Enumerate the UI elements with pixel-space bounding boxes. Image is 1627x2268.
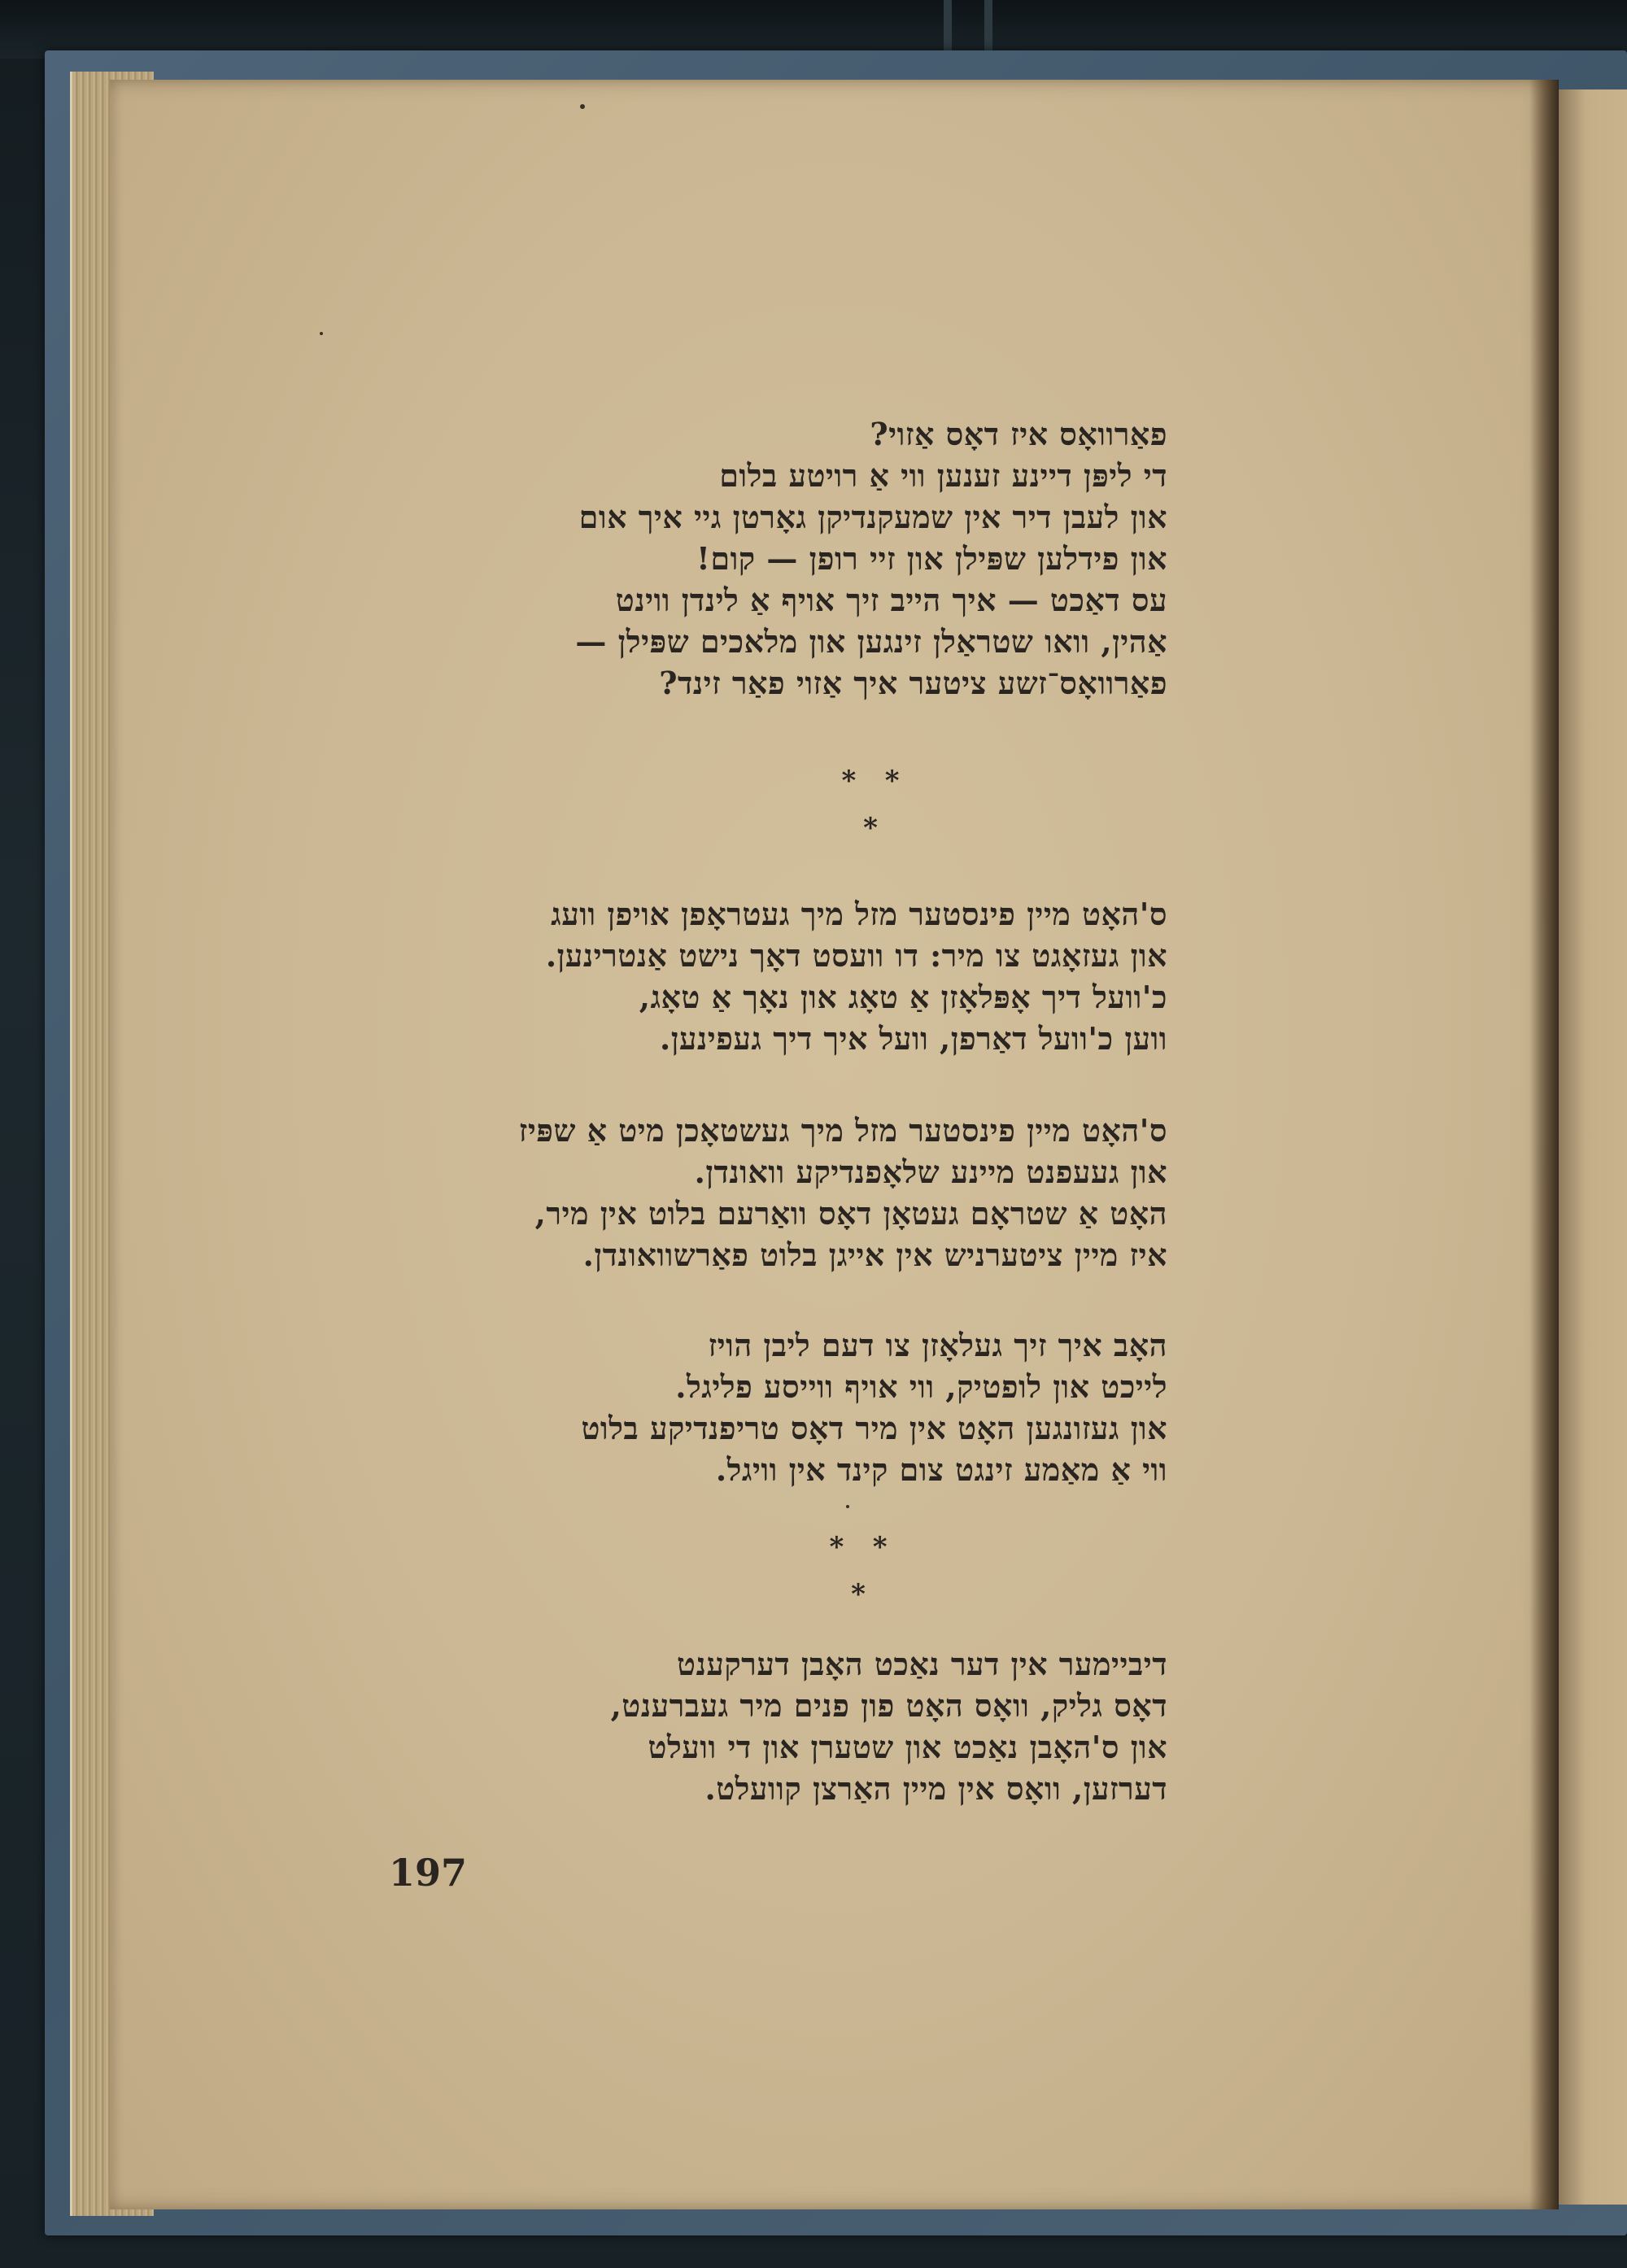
section-separator xyxy=(809,1531,907,1611)
stanza xyxy=(575,413,1167,704)
stanza xyxy=(546,893,1167,1059)
poem-line: ס'האָט מיין פינסטער מזל מיך געטראָפן אויפן וועג xyxy=(551,896,1167,932)
poem-line: האָט אַ שטראָם געטאָן דאָס וואַרעם בלוט אין מיר, xyxy=(534,1195,1167,1232)
separator-mark: * xyxy=(863,812,878,844)
poem-line: ס'האָט מיין פינסטער מזל מיך געשטאָכן מיט אַ שפּיז xyxy=(518,1112,1167,1149)
poem-line: פאַרוואָס איז דאָס אַזוי? xyxy=(870,416,1167,452)
stanza xyxy=(611,1643,1167,1809)
poem-line: ווען כ'וועל דאַרפן, וועל איך דיך געפינען. xyxy=(660,1020,1167,1057)
poem-line: און געזאָגט צו מיר: דו וועסט דאָך נישט אַנטרינען. xyxy=(545,937,1167,974)
poem-line: לייכט און לופטיק, ווי אויף ווייסע פליגל. xyxy=(675,1368,1167,1405)
paper-speck xyxy=(320,332,323,335)
poem-line: און געעפנט מיינע שלאָפנדיקע וואונדן. xyxy=(694,1154,1167,1190)
poem-line: ווי אַ מאַמע זינגט צום קינד אין וויגל. xyxy=(715,1451,1167,1488)
stanza xyxy=(519,1110,1167,1276)
separator-mark: * * xyxy=(829,1531,888,1564)
poem-line: איז מיין ציטערניש אין אייגן בלוט פאַרשוואונדן. xyxy=(582,1236,1167,1273)
page-number: 197 xyxy=(389,1851,468,1895)
poem-line: עס דאַכט — איך הייב זיך אויף אַ לינדן ווינט xyxy=(615,582,1167,618)
poem-line: אַהין, וואו שטראַלן זינגען און מלאכים שפּילן — xyxy=(575,623,1167,660)
separator-mark: * * xyxy=(841,765,900,797)
section-separator xyxy=(822,765,919,844)
poem-line: פאַרוואָס־זשע ציטער איך אַזוי פאַר זינד? xyxy=(659,665,1167,701)
poem-line: האָב איך זיך געלאָזן צו דעם ליבן הויז xyxy=(708,1327,1167,1363)
poem-line: דאָס גליק, וואָס האָט פון פנים מיר געברענט, xyxy=(610,1687,1167,1724)
paper-speck xyxy=(846,1505,849,1508)
poem-line: די ליפּן דיינע זענען ווי אַ רויטע בלום xyxy=(719,457,1167,494)
poem-line: און ס'האָבן נאַכט און שטערן און די וועלט xyxy=(648,1729,1167,1765)
poem-line: און פידלען שפּילן און זיי רופן — קום! xyxy=(696,540,1167,577)
separator-mark: * xyxy=(851,1578,866,1611)
poem-line: דיביימער אין דער נאַכט האָבן דערקענט xyxy=(677,1646,1167,1682)
poem-line: כ'וועל דיך אָפּלאָזן אַ טאָג און נאָך אַ טאָג, xyxy=(639,979,1167,1015)
stanza xyxy=(581,1324,1167,1490)
page-gutter-shadow xyxy=(1529,80,1559,2209)
facing-page-edge xyxy=(1559,89,1627,2205)
paper-speck xyxy=(580,104,585,109)
poem-line: און לעבן דיר אין שמעקנדיקן גאָרטן גיי איך אום xyxy=(578,499,1167,535)
poem-line: און געזונגען האָט אין מיר דאָס טריפנדיקע בלוט xyxy=(581,1410,1167,1446)
poem-line: דערזען, וואָס אין מיין האַרצן קוועלט. xyxy=(704,1770,1167,1807)
